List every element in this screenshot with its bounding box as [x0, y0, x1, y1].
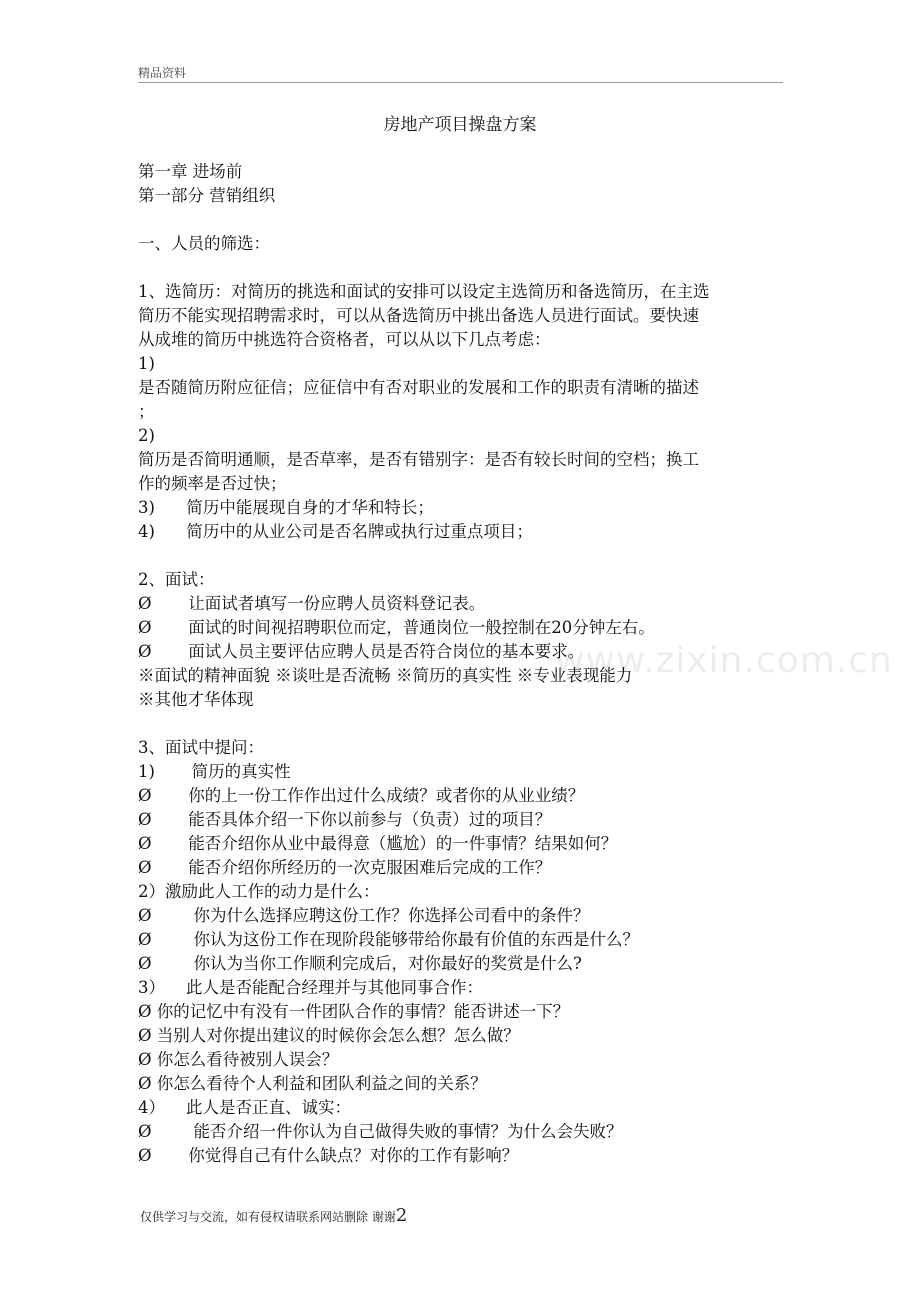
blank-line	[138, 712, 783, 736]
watermark: www.zixin.com.cn	[555, 640, 893, 681]
text-line: 3) 简历中能展现自身的才华和特长；	[138, 498, 434, 517]
text-line: Ø 面试人员主要评估应聘人员是否符合岗位的基本要求。	[138, 642, 585, 661]
text-line: Ø 你为什么选择应聘这份工作？你选择公司看中的条件？	[138, 906, 590, 925]
text-line: Ø 你觉得自己有什么缺点？对你的工作有影响？	[138, 1146, 519, 1165]
text-line: Ø 面试的时间视招聘职位而定，普通岗位一般控制在20分钟左右。	[138, 618, 655, 637]
text-line: 3、面试中提问：	[138, 738, 264, 757]
text-line: Ø 你的记忆中有没有一件团队合作的事情？能否讲述一下？	[138, 1002, 570, 1021]
text-line: 2）激励此人工作的动力是什么：	[138, 882, 380, 901]
header-divider	[138, 82, 783, 83]
page-footer	[140, 1205, 407, 1226]
text-line: 一、人员的筛选：	[138, 234, 270, 253]
text-line: 作的频率是否过快；	[138, 474, 287, 493]
text-line: Ø 能否介绍你所经历的一次克服困难后完成的工作？	[138, 858, 552, 877]
text-line: Ø 你认为当你工作顺利完成后，对你最好的奖赏是什么?	[138, 954, 582, 973]
text-line: 从成堆的简历中挑选符合资格者，可以从以下几点考虑：	[138, 330, 551, 349]
text-line: Ø 当别人对你提出建议的时候你会怎么想？怎么做？	[138, 1026, 520, 1045]
page-number: 2	[395, 1205, 408, 1226]
header-label: 精品资料	[138, 66, 187, 80]
text-line: ；	[138, 402, 155, 421]
text-line: Ø 你的上一份工作作出过什么成绩？或者你的从业业绩？	[138, 786, 585, 805]
text-line: Ø 你怎么看待被别人误会？	[138, 1050, 339, 1069]
text-line: 1)	[138, 354, 155, 373]
text-line: Ø 让面试者填写一份应聘人员资料登记表。	[138, 594, 486, 613]
blank-line	[138, 208, 783, 232]
text-line: ※其他才华体现	[138, 690, 254, 709]
text-line: Ø 你认为这份工作在现阶段能够带给你最有价值的东西是什么？	[138, 930, 639, 949]
text-line: 是否随简历附应征信；应征信中有否对职业的发展和工作的职责有清晰的描述	[138, 378, 699, 397]
text-line: 4) 简历中的从业公司是否名牌或执行过重点项目；	[138, 522, 533, 541]
text-line: Ø 能否具体介绍一下你以前参与（负责）过的项目？	[138, 810, 552, 829]
text-line: 简历不能实现招聘需求时，可以从备选简历中挑出备选人员进行面试。要快速	[138, 306, 699, 325]
text-line: Ø 你怎么看待个人利益和团队利益之间的关系？	[138, 1074, 487, 1093]
text-line: 1、选简历：对简历的挑选和面试的安排可以设定主选简历和备选简历，在主选	[138, 282, 710, 301]
text-line: 3） 此人是否能配合经理并与其他同事合作：	[138, 978, 483, 997]
text-line: 2、面试：	[138, 570, 215, 589]
text-line: 1) 简历的真实性	[138, 762, 291, 781]
text-line: 简历是否简明通顺，是否草率，是否有错别字：是否有较长时间的空档；换工	[138, 450, 699, 469]
blank-line	[138, 256, 783, 280]
document-title: 房地产项目操盘方案	[383, 115, 537, 135]
text-line: 2)	[138, 426, 155, 445]
text-line: 4） 此人是否正直、诚实：	[138, 1098, 351, 1117]
footer-note: 仅供学习与交流，如有侵权请联系网站删除 谢谢	[140, 1210, 396, 1224]
text-line: 第一部分 营销组织	[138, 186, 276, 205]
text-line: ※面试的精神面貌 ※谈吐是否流畅 ※简历的真实性 ※专业表现能力	[138, 666, 633, 685]
text-line: Ø 能否介绍你从业中最得意（尴尬）的一件事情？结果如何？	[138, 834, 618, 853]
blank-line	[138, 544, 783, 568]
text-line: Ø 能否介绍一件你认为自己做得失败的事情？为什么会失败？	[138, 1122, 623, 1141]
text-line: 第一章 进场前	[138, 162, 243, 181]
